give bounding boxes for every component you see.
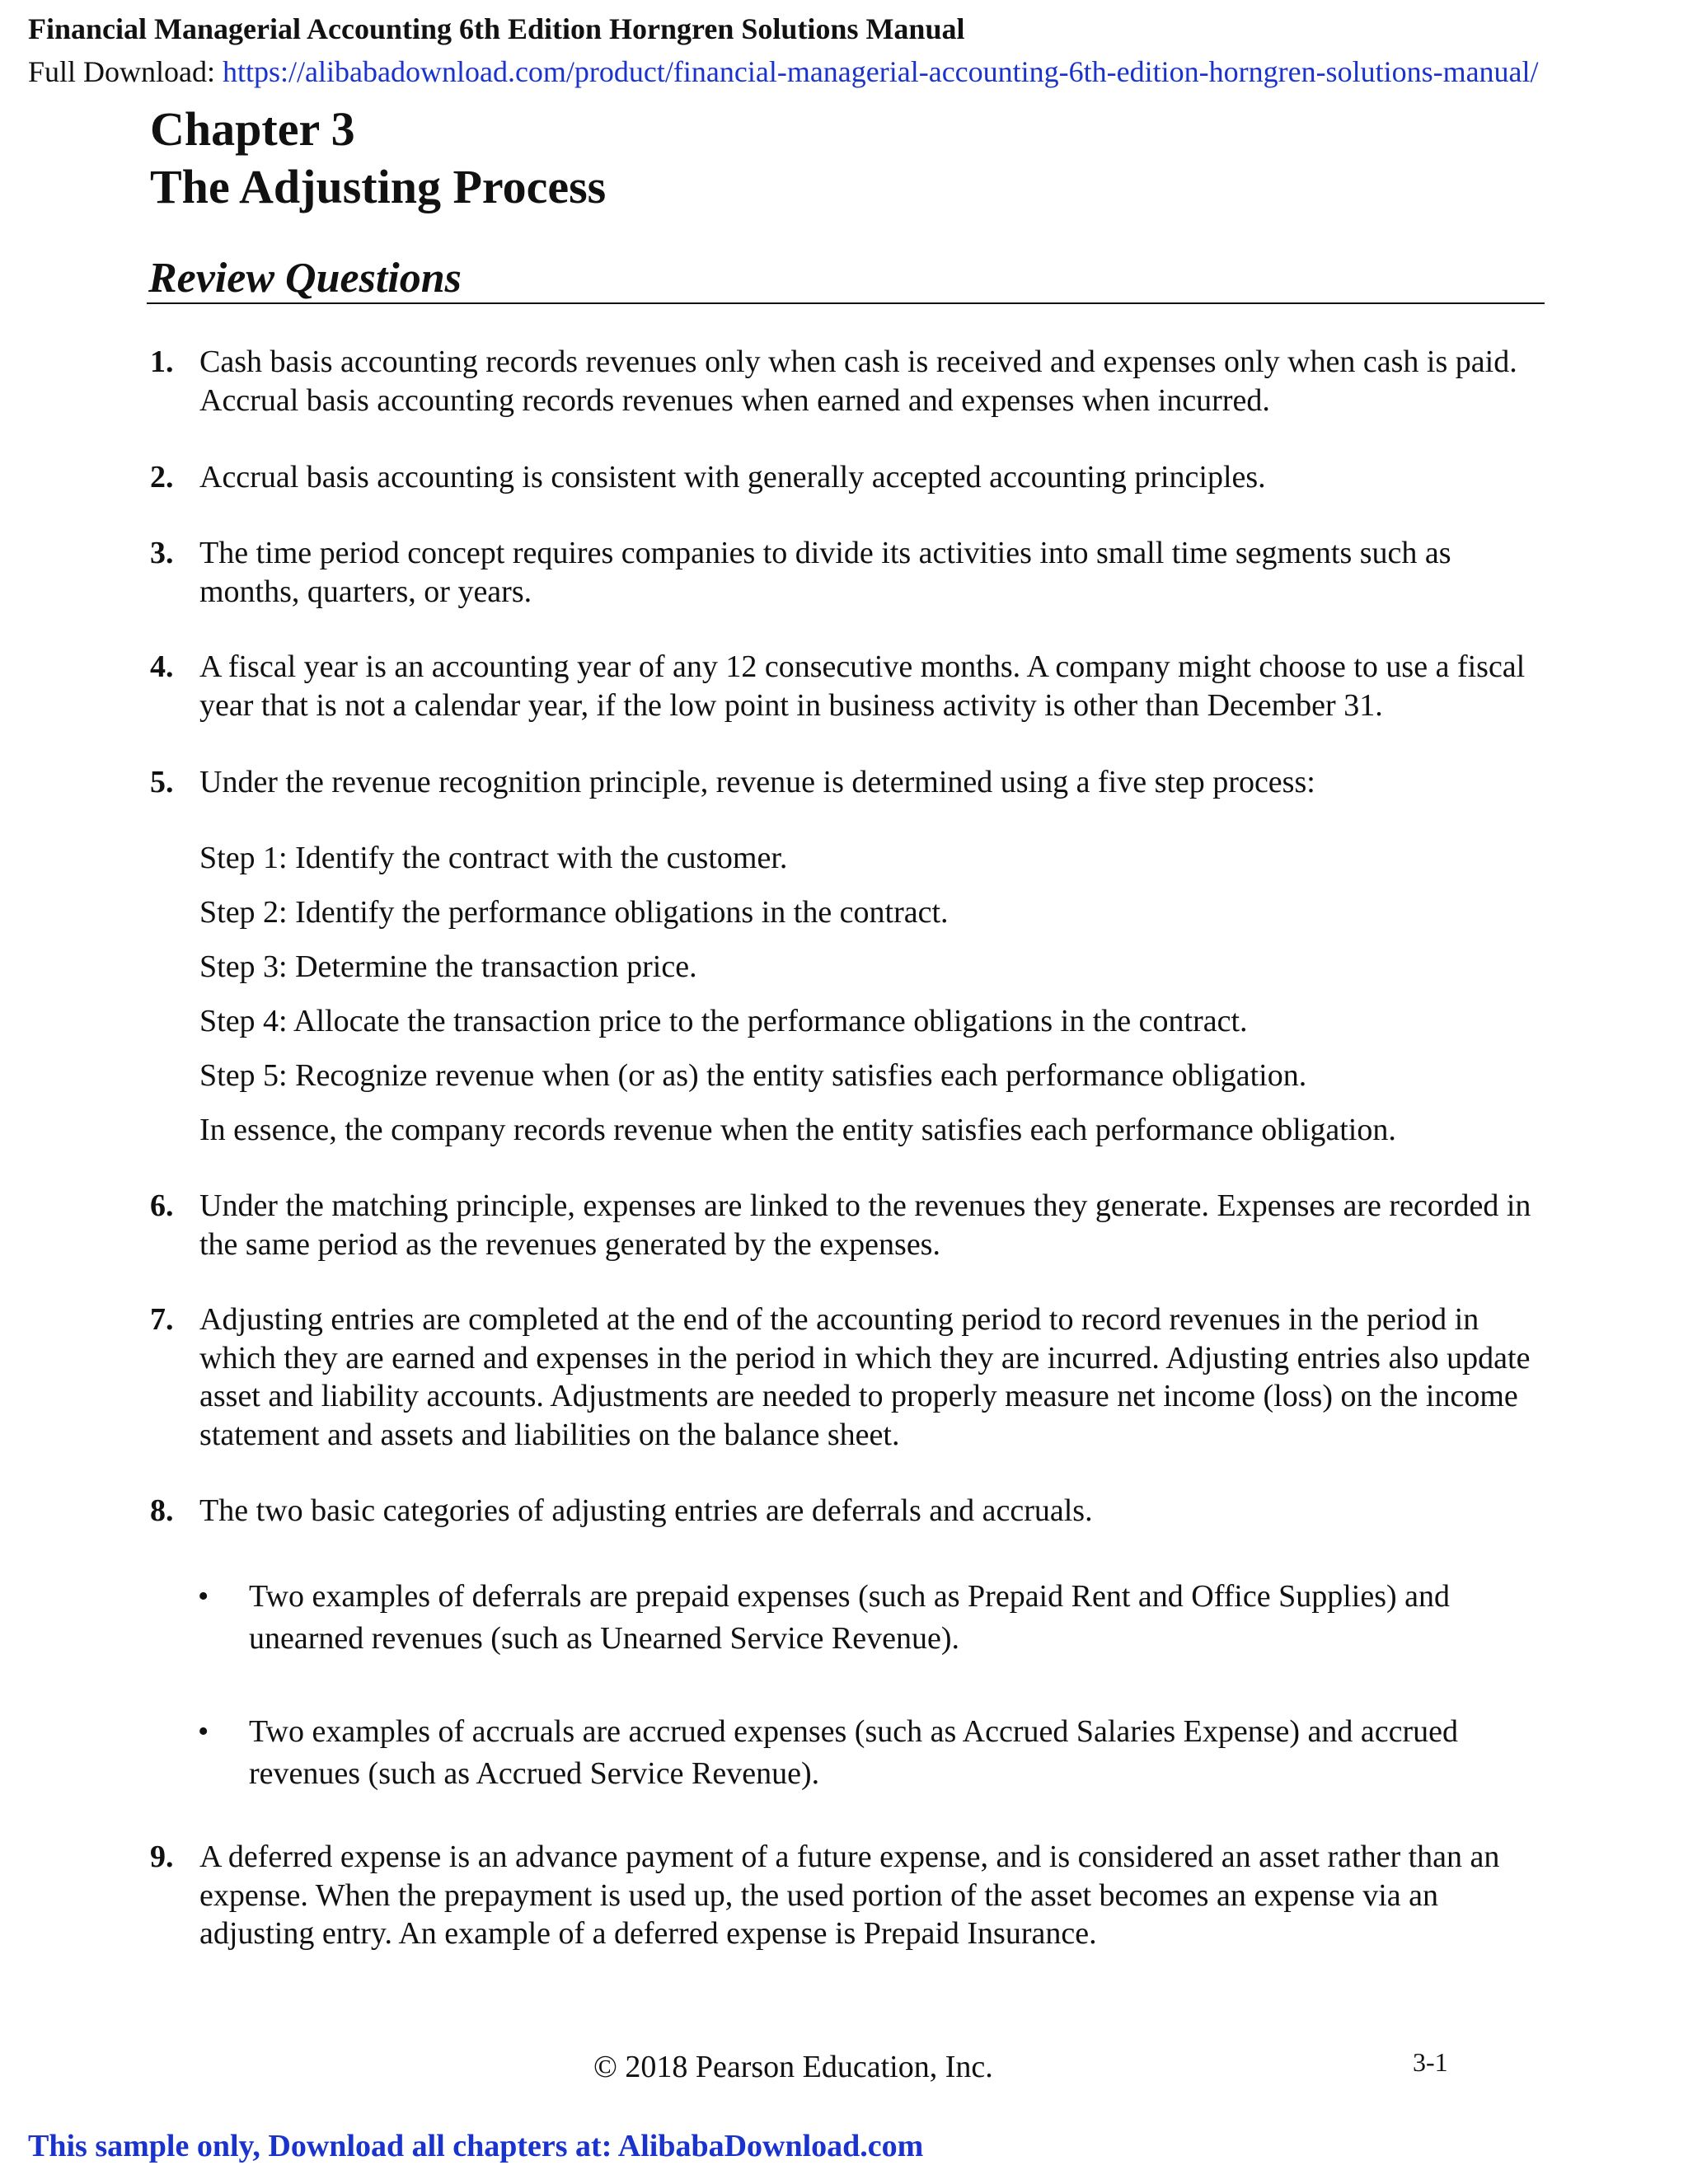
full-download-line — [28, 54, 1539, 89]
question-text: Under the revenue recognition principle, revenue is determined using a five step process: — [199, 765, 1315, 799]
question-1 — [150, 343, 1551, 419]
revenue-step-5: Step 5: Recognize revenue when (or as) the entity satisfies each performance obligation. — [199, 1058, 1307, 1093]
question-4 — [150, 648, 1551, 724]
question-3 — [150, 534, 1551, 611]
question-number: 8. — [150, 1493, 174, 1528]
question-5 — [150, 763, 1551, 802]
page-number: 3-1 — [1413, 2047, 1448, 2077]
question-text: Under the matching principle, expenses are linked to the revenues they generate. Expenses are recorded in the same period as the revenues generated by the expenses. — [199, 1188, 1531, 1262]
download-banner: This sample only, Download all chapters at: AlibabaDownload.com — [28, 2129, 924, 2163]
question-text: Cash basis accounting records revenues only when cash is received and expenses only when cash is paid. Accrual basis accounting records revenues when earned and expenses when incurred. — [199, 344, 1517, 418]
question-number: 3. — [150, 536, 174, 570]
copyright-notice: © 2018 Pearson Education, Inc. — [593, 2050, 993, 2084]
question-text: A fiscal year is an accounting year of any 12 consecutive months. A company might choose to use a fiscal year that is not a calendar year, if the low point in business activity is other than December 31. — [199, 649, 1526, 723]
section-divider — [147, 302, 1545, 304]
document-source-title: Financial Managerial Accounting 6th Edition Horngren Solutions Manual — [28, 12, 965, 45]
bullet-icon: • — [198, 1579, 209, 1614]
bullet-text: Two examples of accruals are accrued expenses (such as Accrued Salaries Expense) and accrued revenues (such as Accrued Service Revenue). — [249, 1714, 1459, 1791]
question-text: Accrual basis accounting is consistent with generally accepted accounting principles. — [199, 460, 1266, 494]
question-number: 6. — [150, 1188, 174, 1223]
question-number: 1. — [150, 344, 174, 379]
question-6 — [150, 1187, 1551, 1263]
bullet-icon: • — [198, 1714, 209, 1749]
question-8 — [150, 1492, 1551, 1530]
revenue-summary: In essence, the company records revenue when the entity satisfies each performance obligation. — [199, 1113, 1396, 1147]
accruals-bullet — [198, 1711, 1550, 1795]
full-download-link[interactable]: https://alibabadownload.com/product/financial-managerial-accounting-6th-edition-horngren-solutions-manual/ — [223, 55, 1539, 88]
question-text: The two basic categories of adjusting entries are deferrals and accruals. — [199, 1493, 1093, 1528]
question-number: 9. — [150, 1840, 174, 1874]
full-download-label: Full Download: — [28, 55, 223, 88]
chapter-heading — [150, 101, 606, 216]
question-2 — [150, 458, 1551, 497]
question-text: A deferred expense is an advance payment of a future expense, and is considered an asset rather than an expense. When the prepayment is used up, the used portion of the asset becomes an expense via an adjusting entry. An example of a deferred expense is Prepaid Insurance. — [199, 1840, 1500, 1951]
question-text: The time period concept requires companies to divide its activities into small time segments such as months, quarters, or years. — [199, 536, 1451, 609]
revenue-step-2: Step 2: Identify the performance obligations in the contract. — [199, 895, 949, 930]
bullet-text: Two examples of deferrals are prepaid expenses (such as Prepaid Rent and Office Supplies) and unearned revenues (such as Unearned Service Revenue). — [249, 1579, 1451, 1656]
question-7 — [150, 1301, 1551, 1454]
revenue-step-1: Step 1: Identify the contract with the customer. — [199, 841, 788, 875]
revenue-step-4: Step 4: Allocate the transaction price to the performance obligations in the contract. — [199, 1004, 1248, 1038]
chapter-number: Chapter 3 — [150, 102, 355, 156]
chapter-title: The Adjusting Process — [150, 160, 607, 213]
section-title: Review Questions — [148, 255, 462, 302]
question-text: Adjusting entries are completed at the end of the accounting period to record revenues in the period in which they are earned and expenses in the period in which they are incurred. Adjusting entries also update asset and liability accounts. Adjustments are needed to properly measure net income (loss) on the income statement and assets and liabilities on the balance sheet. — [199, 1302, 1531, 1452]
question-number: 4. — [150, 649, 174, 684]
question-number: 2. — [150, 460, 174, 494]
question-9 — [150, 1838, 1551, 1953]
question-number: 7. — [150, 1302, 174, 1337]
revenue-step-3: Step 3: Determine the transaction price. — [199, 949, 697, 984]
question-number: 5. — [150, 765, 174, 799]
deferrals-bullet — [198, 1576, 1550, 1660]
